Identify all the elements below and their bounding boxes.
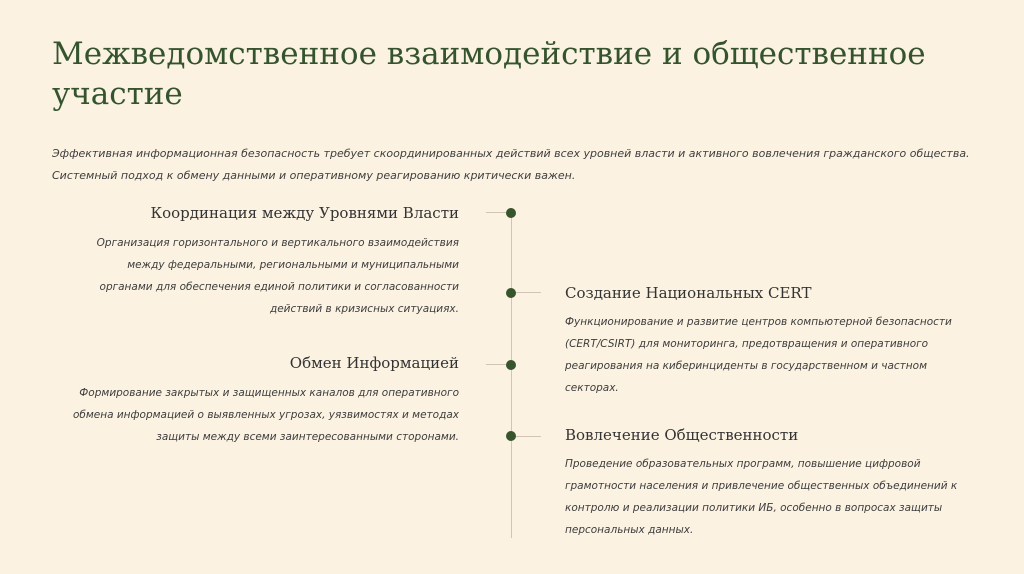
timeline-dot-1: [506, 208, 516, 218]
timeline-item-description-4: Проведение образовательных программ, повышение цифровой грамотности населения и привлечение общественных объединений к контролю и реализации политики ИБ, особенно в вопросах защиты персональных данных.: [565, 458, 958, 536]
timeline-item-description-2: Функционирование и развитие центров компьютерной безопасности (CERT/CSIRT) для мониторинга, предотвращения и оперативного реагирования на киберинциденты в государственном и частном секторах.: [565, 316, 952, 394]
timeline-item-description-1: Организация горизонтального и вертикального взаимодействия между федеральными, региональными и муниципальными органами для обеспечения единой политики и согласованности действий в кризисных ситуациях.: [96, 237, 459, 315]
timeline-item-title-4: Вовлечение Общественности: [565, 426, 799, 444]
timeline-item-description-3: Формирование закрытых и защищенных каналов для оперативного обмена информацией о выявленных угрозах, уязвимостях и методах защиты между всеми заинтересованными сторонами.: [72, 387, 459, 443]
intro-paragraph: Эффективная информационная безопасность требует скоординированных действий всех уровней власти и активного вовлечения гражданского общества. Системный подход к обмену данными и оперативному реагированию критически важен.: [52, 147, 970, 182]
timeline-item-title-1: Координация между Уровнями Власти: [150, 204, 459, 222]
timeline-dot-3: [506, 360, 516, 370]
page-title: Межведомственное взаимодействие и общественное участие: [52, 36, 926, 112]
timeline-item-title-3: Обмен Информацией: [289, 354, 459, 372]
timeline-line: [511, 208, 512, 538]
timeline-dot-4: [506, 431, 516, 441]
timeline-dot-2: [506, 288, 516, 298]
timeline-item-title-2: Создание Национальных CERT: [565, 284, 812, 302]
